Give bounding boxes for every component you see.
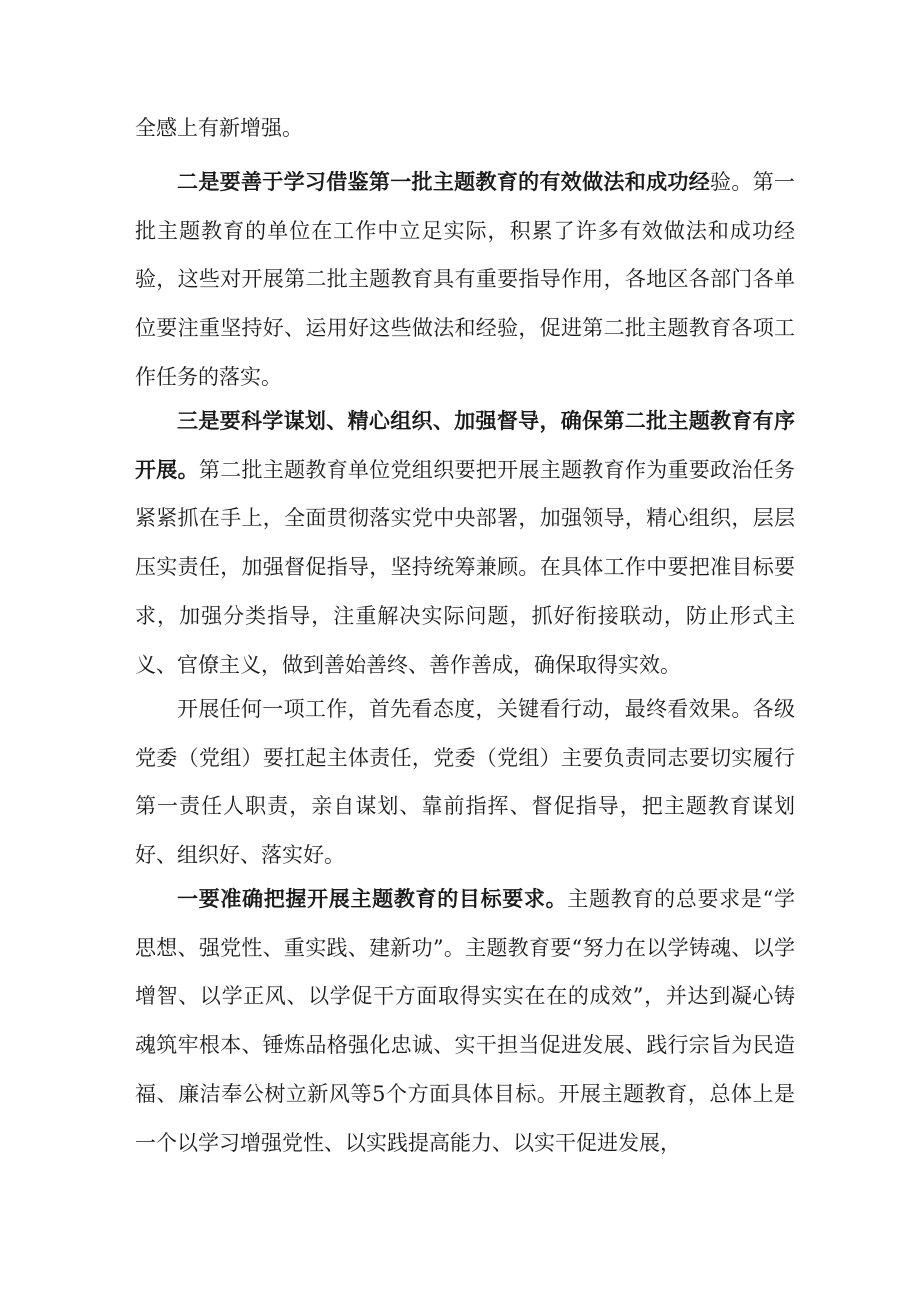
paragraph-two	[135, 158, 795, 402]
paragraph-continuation	[135, 104, 795, 153]
paragraph-text: 第二批主题教育单位党组织要把开展主题教育作为重要政治任务紧紧抓在手上，全面贯彻落实党中央部署，加强领导，精心组织，层层压实责任，加强督促指导，坚持统筹兼顾。在具体工作中要把准目标要求，加强分类指导，注重解决实际问题，抓好衔接联动，防止形式主义、官僚主义，做到善始善终、善作善成，确保取得实效。	[135, 457, 796, 677]
paragraph-text: 验。第一批主题教育的单位在工作中立足实际，积累了许多有效做法和成功经验，这些对开展第二批主题教育具有重要指导作用，各地区各部门各单位要注重坚持好、运用好这些做法和经验，促进第二批主题教育各项工作任务的落实。	[135, 170, 796, 389]
paragraph-text: 主题教育的总要求是“学思想、强党性、重实践、建新功”。主题教育要“努力在以学铸魂、以学增智、以学正风、以学促干方面取得实实在在的成效”，并达到凝心铸魂筑牢根本、锤炼品格强化忠诚、实干担当促进发展、践行宗旨为民造福、廉洁奉公树立新风等5个方面具体目标。开展主题教育，总体上是一个以学习增强党性、以实践提高能力、以实干促进发展，	[135, 887, 795, 1155]
paragraph-lead: 一要准确把握开展主题教育的目标要求。	[177, 887, 568, 911]
paragraph-text: 开展任何一项工作，首先看态度，关键看行动，最终看效果。各级党委（党组）要扛起主体责任，党委（党组）主要负责同志要切实履行第一责任人职责，亲自谋划、靠前指挥、督促指导，把主题教育谋划好、组织好、落实好。	[135, 697, 795, 868]
paragraph-four	[135, 685, 795, 880]
paragraph-lead: 三是要科学谋划、精心组织、加强督导，确保第二批主题教育有序开展。	[135, 409, 795, 482]
paragraph-five	[135, 875, 795, 1167]
paragraph-three	[135, 397, 795, 689]
paragraph-text: 全感上有新增强。	[135, 116, 303, 140]
paragraph-lead: 二是要善于学习借鉴第一批主题教育的有效做法和成功经	[177, 170, 711, 194]
